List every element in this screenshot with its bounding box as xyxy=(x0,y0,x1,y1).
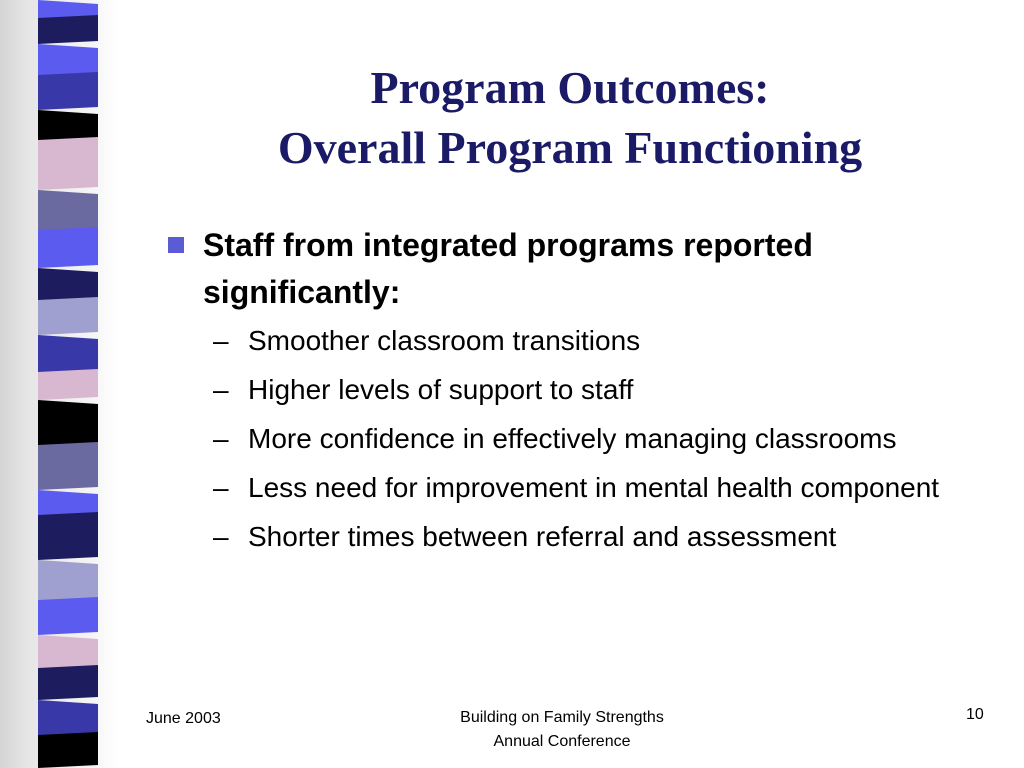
sub-bullet-list xyxy=(168,320,998,557)
sub-bullet xyxy=(213,467,998,508)
square-bullet-icon xyxy=(168,237,184,253)
main-bullet-text: Staff from integrated programs reported significantly: xyxy=(203,227,813,310)
stripe-blocks xyxy=(0,0,118,768)
stripe-block xyxy=(38,15,98,44)
dash-bullet-icon: – xyxy=(213,325,229,356)
dash-bullet-icon: – xyxy=(213,423,229,454)
slide-title xyxy=(140,58,1000,178)
sub-bullet-text: Less need for improvement in mental health component xyxy=(248,472,940,503)
footer-conference xyxy=(412,706,712,754)
dash-bullet-icon: – xyxy=(213,521,229,552)
sub-bullet-text: Higher levels of support to staff xyxy=(248,374,634,405)
main-bullet xyxy=(168,222,998,316)
footer-conference-line-1: Building on Family Strengths xyxy=(460,709,664,726)
slide-body xyxy=(168,222,998,565)
dash-bullet-icon: – xyxy=(213,472,229,503)
sub-bullet xyxy=(213,516,998,557)
page-number: 10 xyxy=(966,706,984,723)
stripe-block xyxy=(38,190,98,234)
stripe-block xyxy=(38,72,98,110)
sub-bullet xyxy=(213,369,998,410)
stripe-block xyxy=(38,512,98,560)
title-line-2: Overall Program Functioning xyxy=(277,122,863,173)
stripe-block xyxy=(38,665,98,700)
stripe-block xyxy=(38,400,98,449)
sub-bullet xyxy=(213,418,998,459)
sub-bullet-text: Shorter times between referral and assessment xyxy=(248,521,837,552)
footer-conference-line-2: Annual Conference xyxy=(493,733,631,750)
decorative-stripe xyxy=(0,0,118,768)
footer-date: June 2003 xyxy=(146,710,221,727)
stripe-block xyxy=(38,227,98,268)
stripe-block xyxy=(38,297,98,335)
sub-bullet-text: Smoother classroom transitions xyxy=(248,325,641,356)
sub-bullet-text: More confidence in effectively managing classrooms xyxy=(248,423,897,454)
stripe-block xyxy=(38,137,98,190)
stripe-block xyxy=(38,560,98,604)
title-line-1: Program Outcomes: xyxy=(370,62,770,113)
dash-bullet-icon: – xyxy=(213,374,229,405)
sub-bullet xyxy=(213,320,998,361)
stripe-block xyxy=(38,597,98,635)
stripe-block xyxy=(38,442,98,490)
stripe-block xyxy=(38,369,98,400)
stripe-block xyxy=(38,732,98,768)
